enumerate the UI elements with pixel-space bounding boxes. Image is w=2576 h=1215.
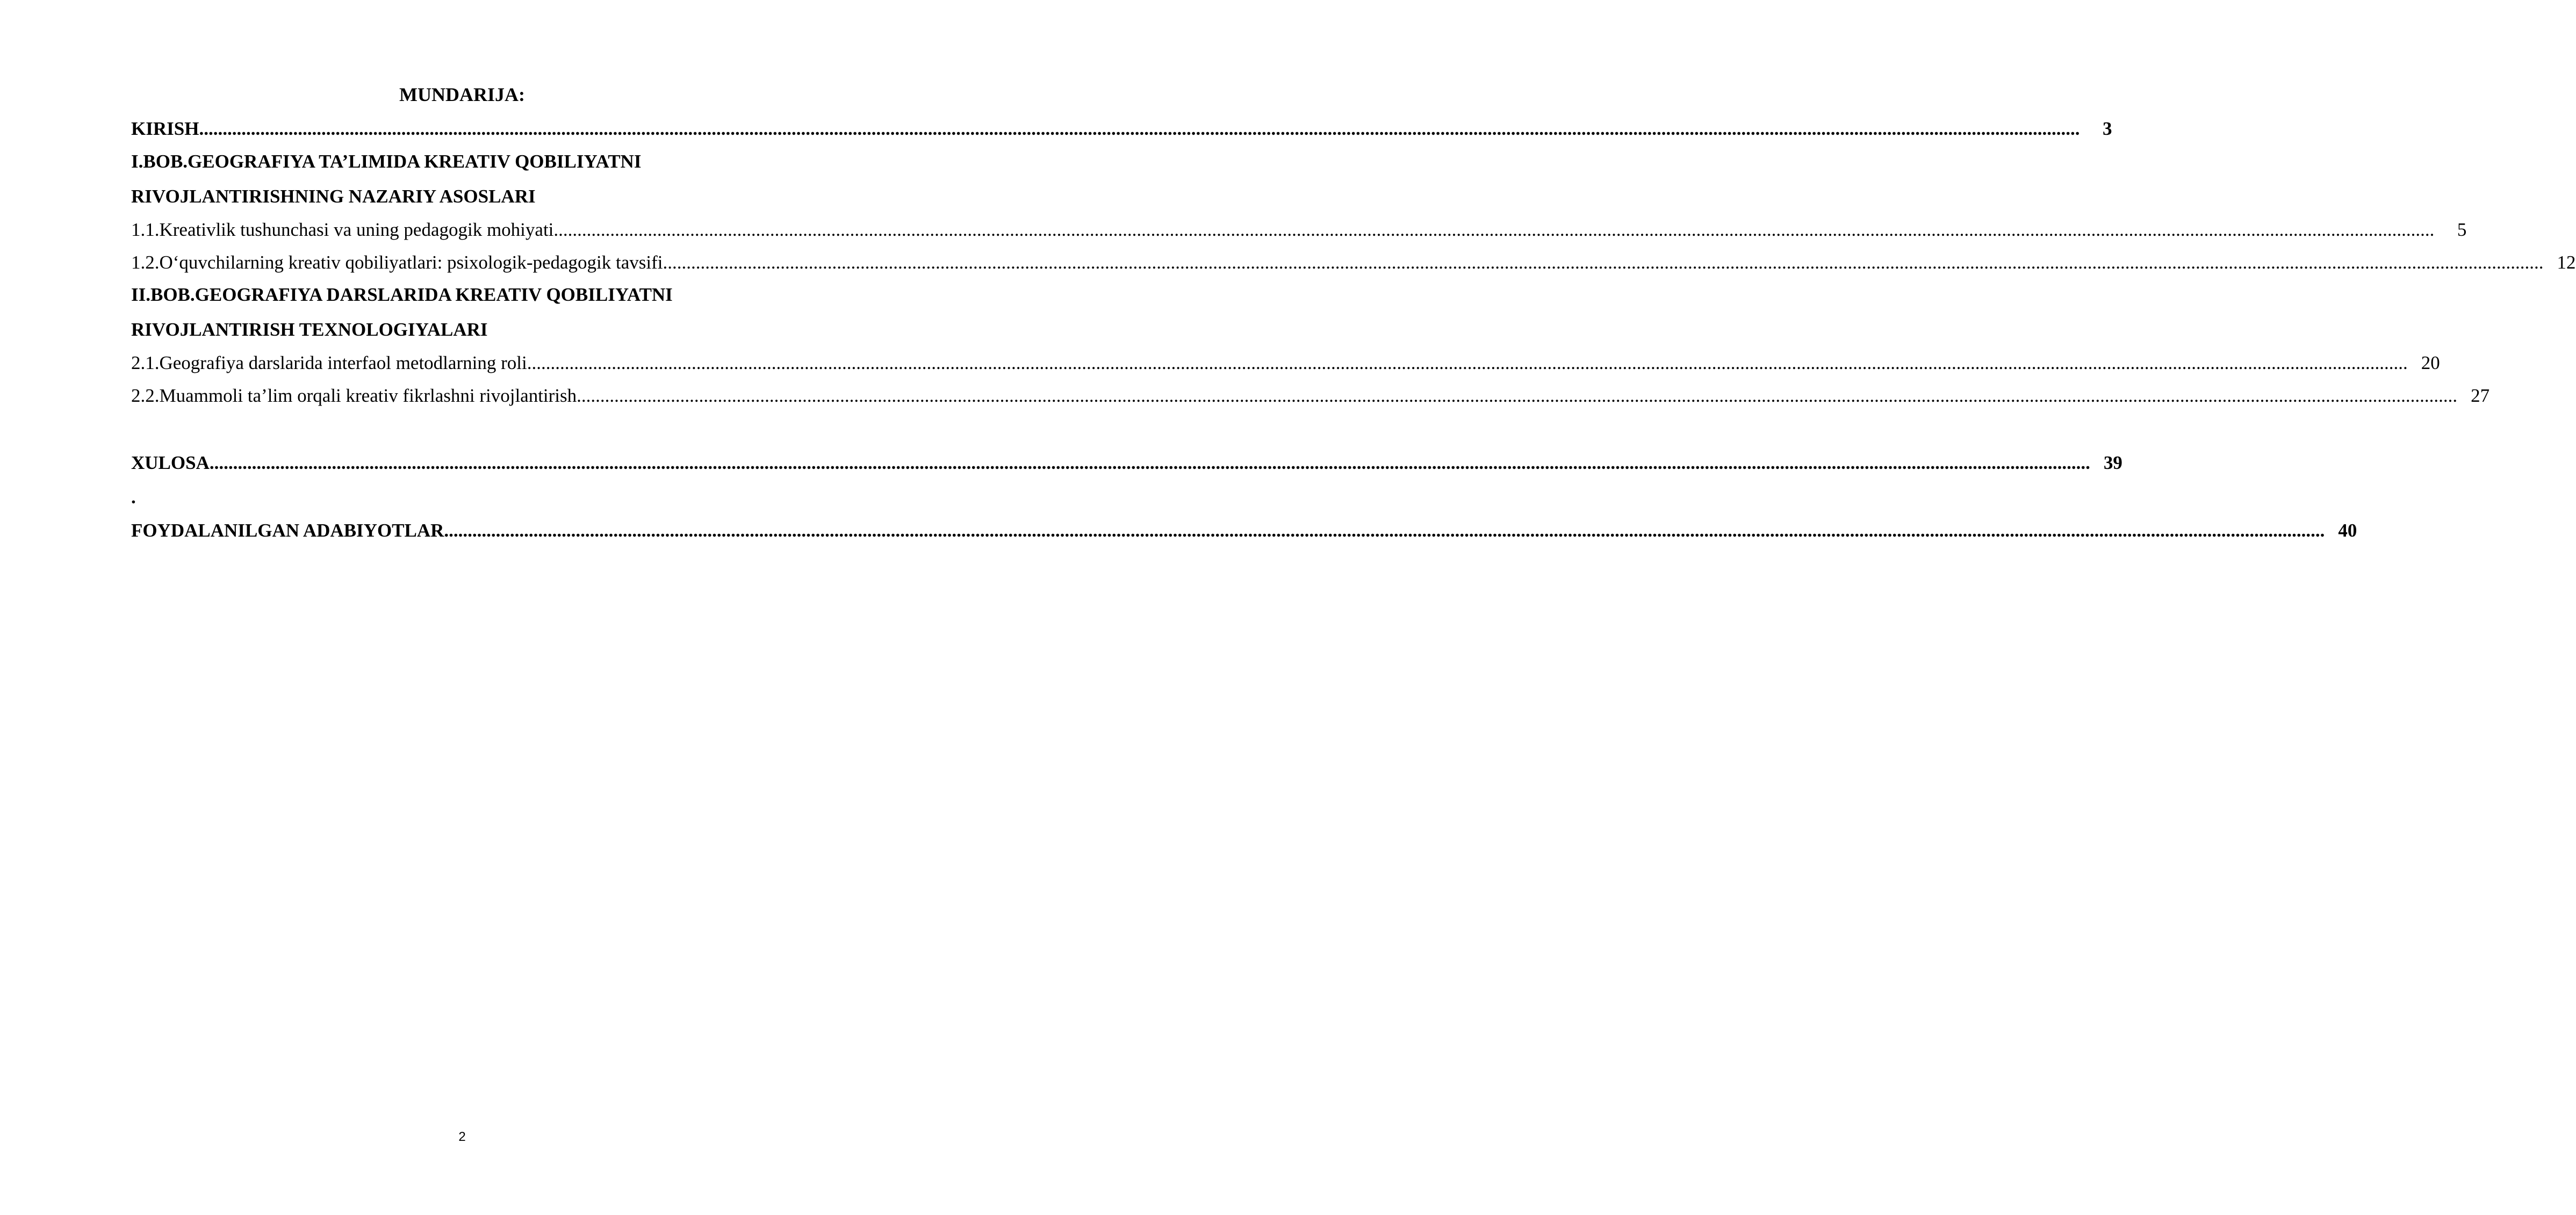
toc-entry-label: 1.2.O‘quvchilarning kreativ qobiliyatlari: psixologik-pedagogik tavsifi <box>131 252 663 273</box>
toc-entry-label: 2.2.Muammoli ta’lim orqali kreativ fikrlashni rivojlantirish <box>131 385 577 406</box>
toc-leader-dots: ................................................................................................................................................................................................................................................................................................................................................................................................................ <box>209 452 2090 473</box>
toc-leader-dots: ................................................................................................................................................................................................................................................................................................................................................................................................................ <box>577 385 2458 406</box>
toc-leader-dots: ................................................................................................................................................................................................................................................................................................................................................................................................................ <box>527 352 2408 373</box>
toc-entry-2-1[interactable] <box>131 349 2440 377</box>
toc-entry-label: 1.1.Kreativlik tushunchasi va uning pedagogik mohiyati <box>131 219 554 240</box>
toc-chapter-2-line-1[interactable]: II.BOB.GEOGRAFIYA DARSLARIDA KREATIV QOBILIYATNI <box>131 284 673 305</box>
toc-entry-xulosa[interactable] <box>131 449 2122 477</box>
toc-leader-dots: ................................................................................................................................................................................................................................................................................................................................................................................................................ <box>199 118 2080 139</box>
toc-leader-dots: ................................................................................................................................................................................................................................................................................................................................................................................................................ <box>663 252 2544 273</box>
toc-chapter-1-line-2[interactable]: RIVOJLANTIRISHNING NAZARIY ASOSLARI <box>131 186 536 207</box>
toc-entry-page: 40 <box>2338 520 2357 541</box>
toc-entry-label: KIRISH <box>131 118 199 139</box>
toc-chapter-1-line-1[interactable]: I.BOB.GEOGRAFIYA TA’LIMIDA KREATIV QOBILIYATNI <box>131 151 642 172</box>
toc-entry-kirish[interactable] <box>131 115 2112 143</box>
toc-entry-page: 12 <box>2557 252 2576 273</box>
toc-entry-label: FOYDALANILGAN ADABIYOTLAR <box>131 520 444 541</box>
toc-entry-1-2[interactable] <box>131 249 2576 277</box>
toc-entry-adabiyotlar[interactable] <box>131 517 2357 545</box>
toc-leader-dots: ................................................................................................................................................................................................................................................................................................................................................................................................................ <box>553 219 2435 240</box>
toc-entry-page: 20 <box>2421 352 2440 373</box>
toc-entry-page: 27 <box>2471 385 2490 406</box>
stray-dot: . <box>131 487 136 508</box>
toc-entry-label: 2.1.Geografiya darslarida interfaol metodlarning roli <box>131 352 527 373</box>
toc-title: MUNDARIJA: <box>399 84 525 105</box>
toc-entry-page: 39 <box>2103 452 2122 473</box>
toc-entry-2-2[interactable] <box>131 382 2490 410</box>
toc-leader-dots: ................................................................................................................................................................................................................................................................................................................................................................................................................ <box>444 520 2325 541</box>
toc-entry-1-1[interactable] <box>131 216 2467 244</box>
toc-entry-label: XULOSA <box>131 452 210 473</box>
toc-entry-page: 5 <box>2457 219 2467 240</box>
toc-entry-page: 3 <box>2102 118 2112 139</box>
toc-chapter-2-line-2[interactable]: RIVOJLANTIRISH TEXNOLOGIYALARI <box>131 319 488 340</box>
page-number: 2 <box>458 1130 466 1144</box>
